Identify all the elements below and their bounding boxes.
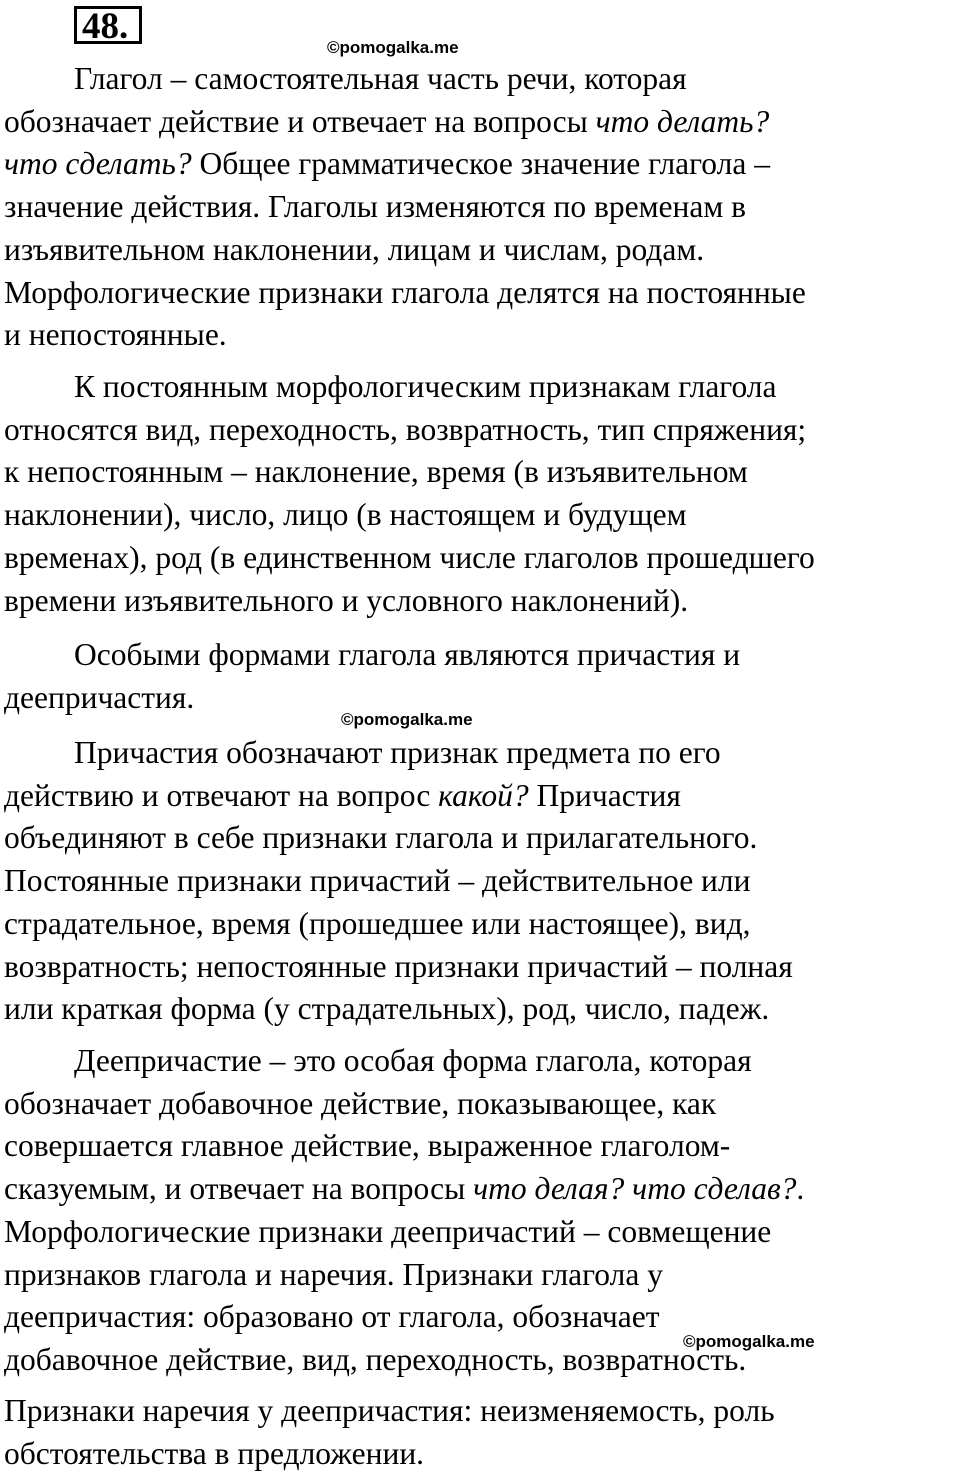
paragraph-4-line-7: или краткая форма (у страдательных), род, число, падеж.: [4, 991, 770, 1027]
paragraph-1-line-6: Морфологические признаки глагола делятся на постоянные: [4, 274, 806, 310]
paragraph-5-line-5: Морфологические признаки деепричастий – совмещение: [4, 1213, 772, 1249]
paragraph-1-line-5: изъявительном наклонении, лицам и числам, родам.: [4, 231, 705, 267]
paragraph-4-line-1: Причастия обозначают признак предмета по его: [74, 735, 721, 770]
paragraph-1-line-2: обозначает действие и отвечает на вопросы что делать?: [4, 103, 770, 139]
watermark-top: ©pomogalka.me: [327, 38, 459, 57]
italic-question: что сделать?: [4, 146, 192, 182]
paragraph-2-line-2: относятся вид, переходность, возвратность, тип спряжения;: [4, 411, 807, 447]
paragraph-2-line-6: времени изъявительного и условного наклонений).: [4, 582, 689, 618]
task-number-badge: 48.: [74, 6, 142, 44]
paragraph-4-line-6: возвратность; непостоянные признаки причастий – полная: [4, 948, 793, 984]
paragraph-5-line-8: добавочное действие, вид, переходность, возвратность.: [4, 1341, 747, 1377]
italic-question: что делая? что сделав?: [473, 1171, 797, 1207]
paragraph-5-line-6: признаков глагола и наречия. Признаки глагола у: [4, 1256, 663, 1292]
paragraph-4-line-4: Постоянные признаки причастий – действительное или: [4, 863, 751, 899]
paragraph-1-line-3: что сделать? Общее грамматическое значение глагола –: [4, 146, 770, 182]
paragraph-2-line-4: наклонении), число, лицо (в настоящем и будущем: [4, 497, 687, 533]
paragraph-3-line-2: деепричастия.: [4, 679, 195, 715]
paragraph-5-line-3: совершается главное действие, выраженное глаголом-: [4, 1128, 731, 1164]
paragraph-2-line-1: К постоянным морфологическим признакам глагола: [74, 369, 777, 404]
watermark-middle: ©pomogalka.me: [341, 710, 473, 729]
paragraph-6-line-2: обстоятельства в предложении.: [4, 1435, 425, 1471]
paragraph-2-line-3: к непостоянным – наклонение, время (в изъявительном: [4, 454, 748, 490]
paragraph-4-line-5: страдательное, время (прошедшее или настоящее), вид,: [4, 905, 751, 941]
italic-question: что делать?: [595, 103, 770, 139]
paragraph-4-line-3: объединяют в себе признаки глагола и прилагательного.: [4, 820, 758, 856]
italic-question: какой?: [438, 777, 529, 813]
paragraph-3-line-1: Особыми формами глагола являются причастия и: [74, 637, 741, 672]
paragraph-5-line-2: обозначает добавочное действие, показывающее, как: [4, 1085, 717, 1121]
paragraph-5-line-7: деепричастия: образовано от глагола, обозначает: [4, 1299, 660, 1335]
paragraph-5-line-4: сказуемым, и отвечает на вопросы что делая? что сделав?.: [4, 1171, 805, 1207]
watermark-bottom: ©pomogalka.me: [683, 1332, 815, 1351]
paragraph-1-line-1: Глагол – самостоятельная часть речи, которая: [74, 61, 687, 96]
paragraph-5-line-1: Деепричастие – это особая форма глагола, которая: [74, 1043, 752, 1078]
paragraph-1-line-7: и непостоянные.: [4, 317, 227, 353]
paragraph-1-line-4: значение действия. Глаголы изменяются по временам в: [4, 189, 747, 225]
paragraph-6-line-1: Признаки наречия у деепричастия: неизменяемость, роль: [4, 1393, 775, 1428]
paragraph-4-line-2: действию и отвечают на вопрос какой? Причастия: [4, 777, 681, 813]
paragraph-2-line-5: временах), род (в единственном числе глаголов прошедшего: [4, 539, 815, 575]
